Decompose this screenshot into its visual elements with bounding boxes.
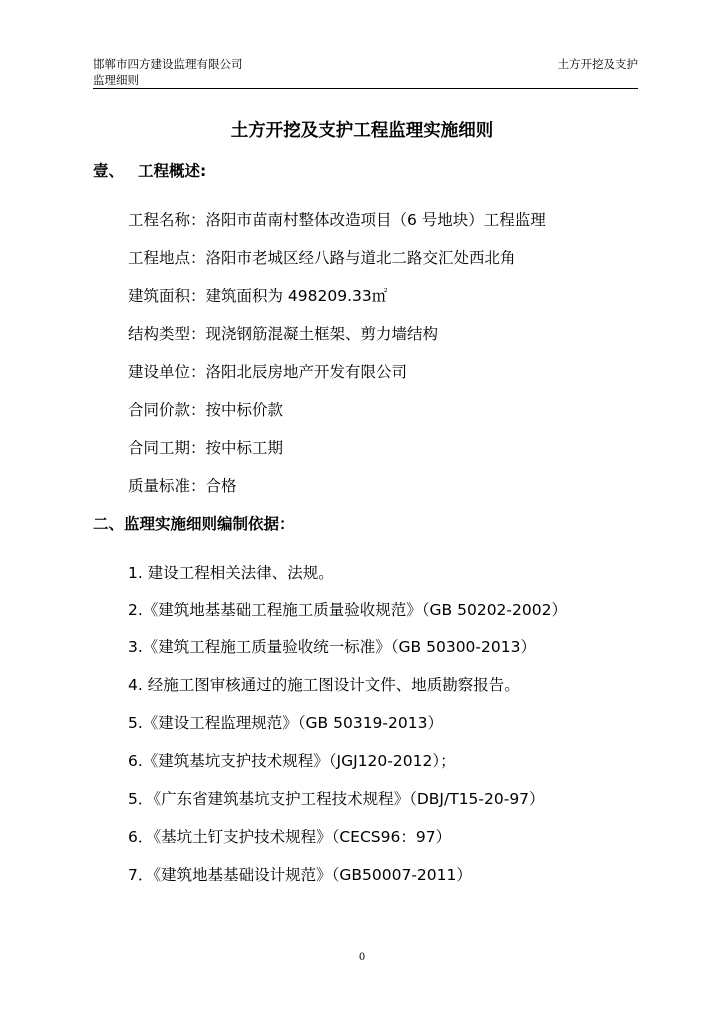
page-header (93, 55, 638, 89)
section-1-heading (93, 160, 206, 182)
header-company: 邯郸市四方建设监理有限公司 (93, 57, 243, 71)
page-number: 0 (358, 952, 366, 963)
section-1-number: 壹、 (93, 162, 125, 180)
basis-item: 6.《建筑基坑支护技术规程》（JGJ120-2012）； (128, 752, 456, 770)
overview-item: 质量标准：合格 (128, 477, 237, 495)
basis-item: 5.《建设工程监理规范》（GB 50319-2013） (128, 714, 443, 732)
basis-item: 3.《建筑工程施工质量验收统一标准》（GB 50300-2013） (128, 638, 536, 656)
overview-item: 建筑面积：建筑面积为 498209.33㎡ (128, 287, 388, 305)
section-2-heading: 二、监理实施细则编制依据： (93, 515, 295, 533)
basis-item: 6．《基坑土钉支护技术规程》（CECS96：97） (128, 828, 452, 846)
header-right: 土方开挖及支护 (557, 57, 638, 71)
section-1-title: 工程概述: (138, 162, 207, 180)
basis-item: 5．《广东省建筑基坑支护工程技术规程》（DBJ/T15-20-97） (128, 790, 545, 808)
overview-item: 工程名称：洛阳市苗南村整体改造项目（6 号地块）工程监理 (128, 211, 546, 229)
basis-item: 1. 建设工程相关法律、法规。 (128, 564, 334, 582)
overview-item: 合同工期：按中标工期 (128, 439, 284, 457)
header-subtitle: 监理细则 (93, 73, 139, 87)
document-title: 土方开挖及支护工程监理实施细则 (230, 121, 494, 141)
overview-item: 建设单位：洛阳北辰房地产开发有限公司 (128, 363, 408, 381)
overview-item: 合同价款：按中标价款 (128, 401, 284, 419)
overview-item: 工程地点：洛阳市老城区经八路与道北二路交汇处西北角 (128, 249, 516, 267)
basis-item: 7．《建筑地基基础设计规范》（GB50007-2011） (128, 866, 472, 884)
basis-item: 2.《建筑地基基础工程施工质量验收规范》（GB 50202-2002） (128, 601, 567, 619)
overview-item: 结构类型：现浇钢筋混凝土框架、剪力墙结构 (128, 325, 439, 343)
basis-item: 4. 经施工图审核通过的施工图设计文件、地质勘察报告。 (128, 676, 520, 694)
